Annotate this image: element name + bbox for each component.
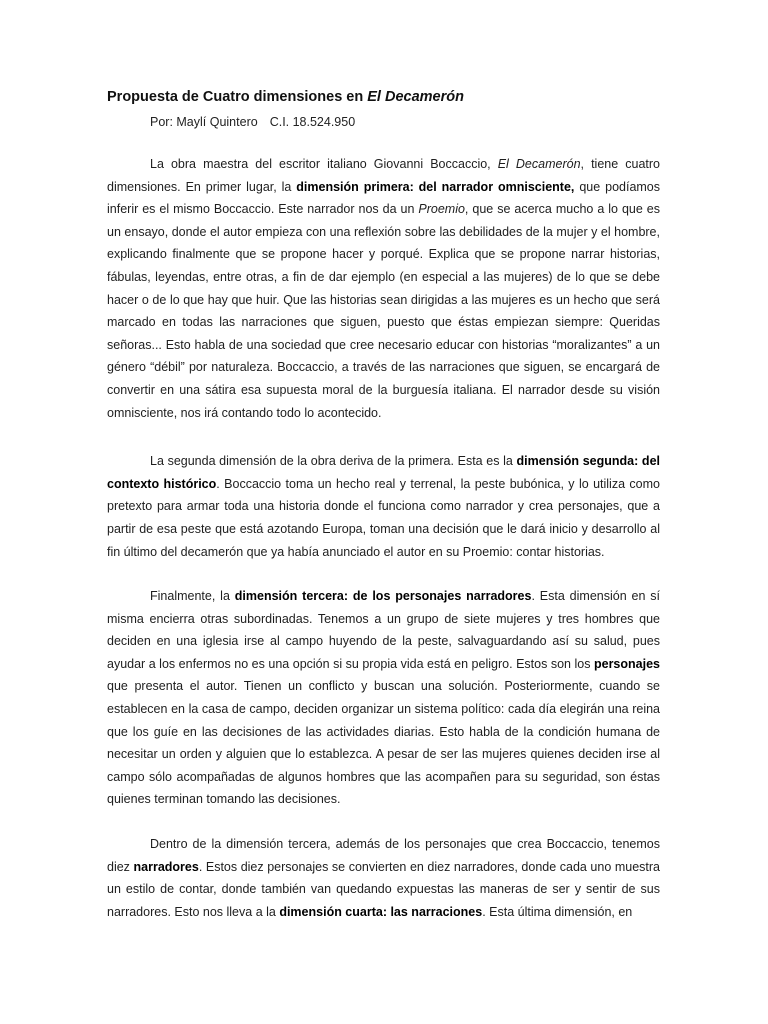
- paragraph-segment: El Decamerón: [497, 157, 581, 171]
- paragraph-4: [107, 833, 660, 923]
- title-italic-text: El Decamerón: [367, 89, 464, 105]
- paragraph-segment: dimensión cuarta: las narraciones: [279, 904, 483, 919]
- paragraph-segment: narradores: [133, 859, 199, 874]
- author-id: C.I. 18.524.950: [269, 115, 356, 129]
- paragraph-segment: Proemio: [418, 202, 465, 217]
- author-name: Por: Maylí Quintero: [150, 115, 258, 129]
- paragraph-segment: que podíamos inferir es el mismo Boccaccio. Este narrador nos da un: [107, 179, 661, 217]
- document-page: [107, 86, 660, 923]
- paragraph-segment: . Esta dimensión en sí misma encierra otras subordinadas. Tenemos a un grupo de siete mujeres y tres hombres que deciden en una iglesia irse al campo huyendo de la peste, salvaguardando así su salud, pues ayudar a los enfermos no es una opción si su propia vida está en peligro. Estos son los: [107, 589, 661, 671]
- paragraph-segment: dimensión segunda: del contexto histórico: [107, 454, 660, 491]
- paragraph-segment: Dentro de la dimensión tercera, además de los personajes que crea Boccaccio, tenemos diez: [107, 837, 660, 874]
- paragraph-segment: . Esta última dimensión, en: [482, 904, 633, 919]
- paragraph-segment: que presenta el autor. Tienen un conflicto y buscan una solución. Posteriormente, cuando se establecen en la casa de campo, deciden organizar un sistema político: cada día elegirán una reina que los guíe en las decisiones de las actividades diarias. Esto habla de la condición humana de necesitar un orden y alguien que lo establezca. A pesar de ser las mujeres quienes deciden irse al campo sólo acompañadas de algunos hombres que las acompañen para su seguridad, son éstas quienes terminan tomando las decisiones.: [107, 679, 660, 807]
- paragraph-segment: . Estos diez personajes se convierten en diez narradores, donde cada uno muestra un estilo de contar, donde también van quedando expuestas las maneras de ser y sentir de sus narradores. Esto nos lleva a la: [107, 859, 661, 919]
- paragraph-segment: Finalmente, la: [150, 589, 235, 604]
- paragraph-1: [107, 153, 660, 424]
- paragraph-segment: dimensión tercera: de los personajes narradores: [234, 589, 532, 604]
- document-title: [107, 86, 660, 108]
- paragraph-segment: , tiene cuatro dimensiones. En primer lugar, la: [107, 157, 660, 194]
- paragraph-segment: La segunda dimensión de la obra deriva de la primera. Esta es la: [150, 454, 517, 469]
- title-text: Propuesta de Cuatro dimensiones en: [107, 89, 368, 105]
- paragraph-3: [107, 585, 660, 811]
- paragraph-segment: , que se acerca mucho a lo que es un ensayo, donde el autor empieza con una reflexión sobre las debilidades de la mujer y el hombre, explicando finalmente que se propone hacer y porqué. Explica que se propone narrar historias, fábulas, leyendas, entre otras, a fin de dar ejemplo (en especial a las mujeres) de lo que se debe hacer o de lo que hay que huir. Que las historias sean dirigidas a las mujeres es un hecho que será marcado en todas las narraciones que siguen, puesto que éstas empiezan siempre: Queridas señoras... Esto habla de una sociedad que cree necesario educar con historias “moralizantes” a un género “débil” por naturaleza. Boccaccio, a través de las narraciones que siguen, se encargará de convertir en una sátira esa supuesta moral de la burguesía italiana. El narrador desde su visión omnisciente, nos irá contando todo lo acontecido.: [107, 202, 660, 420]
- paragraph-segment: La obra maestra del escritor italiano Giovanni Boccaccio,: [150, 157, 498, 171]
- author-line: [150, 113, 660, 131]
- paragraph-segment: . Boccaccio toma un hecho real y terrenal, la peste bubónica, y lo utiliza como pretexto para armar toda una historia donde el funciona como narrador y crea personajes, que a partir de esa peste que está azotando Europa, toman una decisión que le dará inicio y desarrollo al fin último del decamerón que ya había anunciado el autor en su Proemio: contar historias.: [107, 476, 661, 559]
- paragraph-segment: personajes: [593, 656, 660, 671]
- paragraph-segment: dimensión primera: del narrador omnisciente,: [296, 179, 575, 194]
- paragraph-2: [107, 450, 660, 563]
